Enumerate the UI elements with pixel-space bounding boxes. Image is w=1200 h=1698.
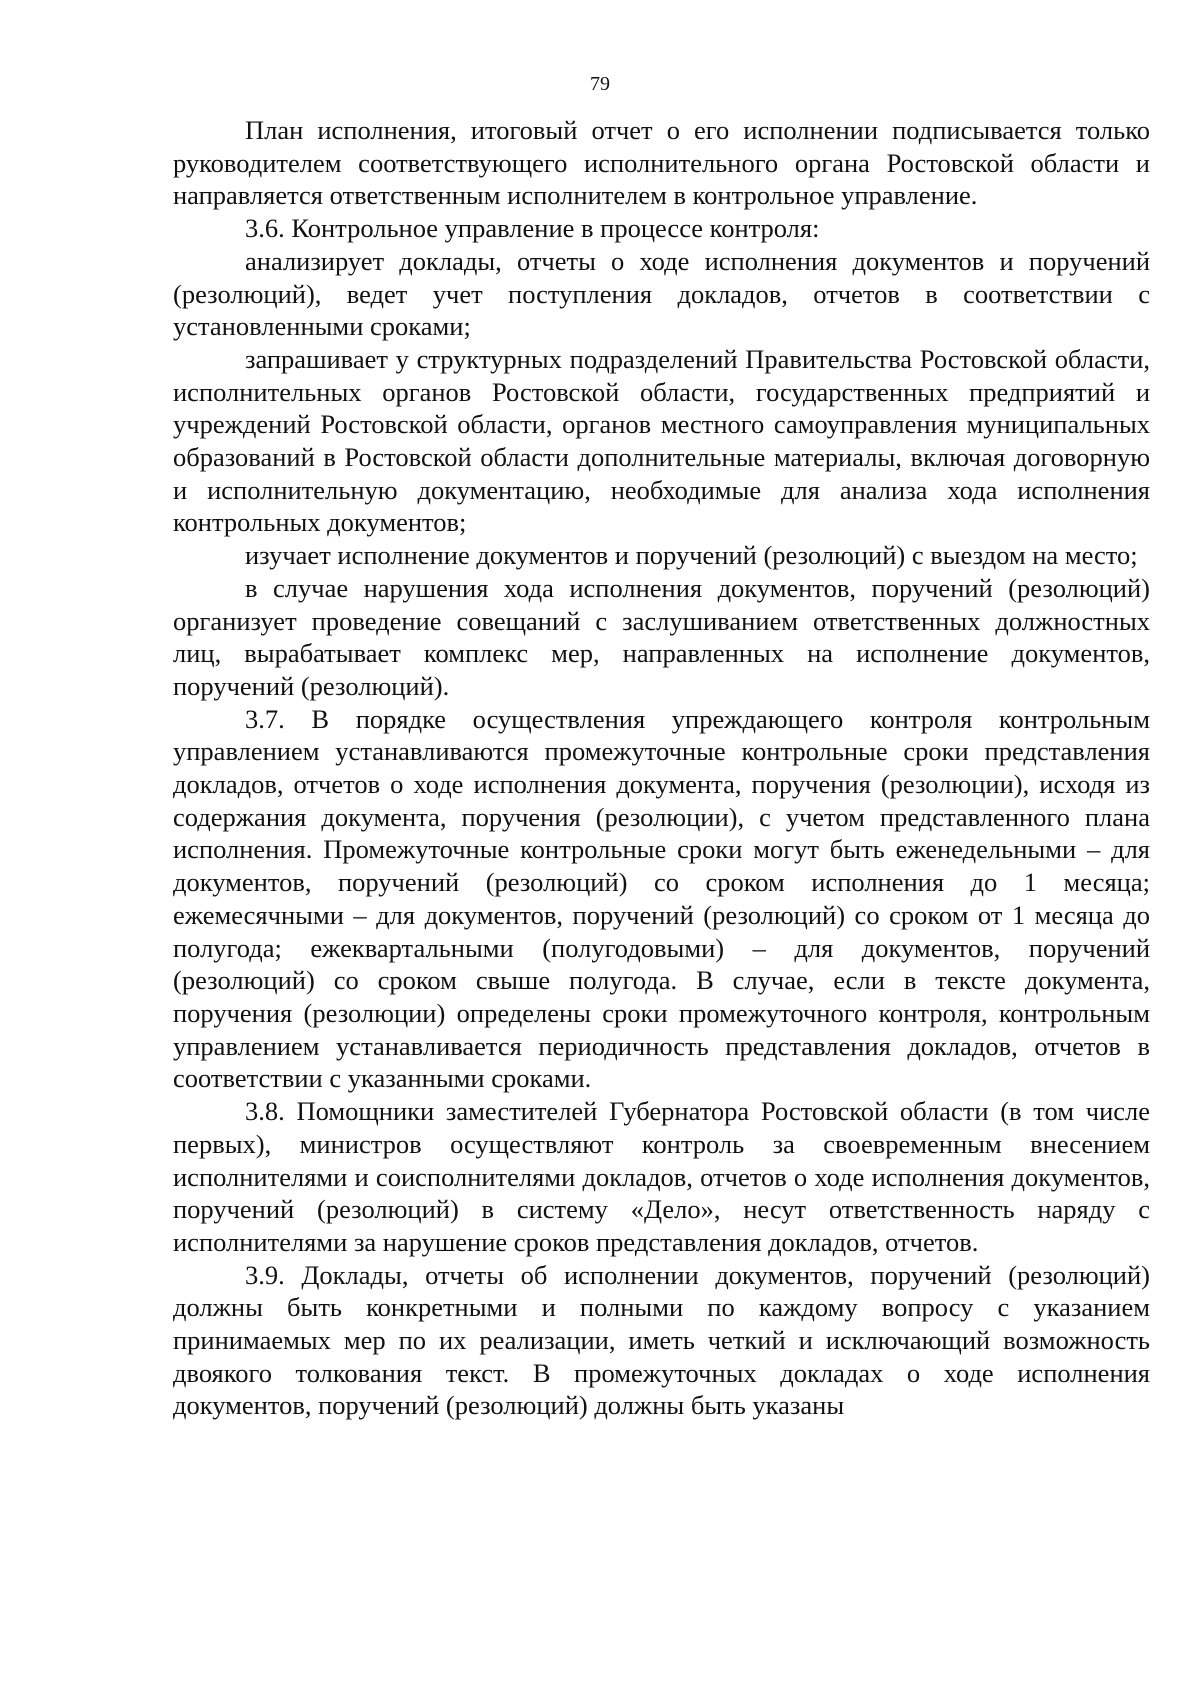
page-number: 79 [590,73,610,95]
paragraph: в случае нарушения хода исполнения документов, поручений (резолюций) организует проведение совещаний с заслушиванием ответственных должностных лиц, вырабатывает комплекс мер, направленных на исполнение документов, поручений (резолюций). [173,572,1150,701]
paragraph-3-8: 3.8. Помощники заместителей Губернатора Ростовской области (в том числе первых), министров осуществляют контроль за своевременным внесением исполнителями и соисполнителями докладов, отчетов о ходе исполнения документов, поручений (резолюций) в систему «Дело», несут ответственность наряду с исполнителями за нарушение сроков представления докладов, отчетов. [173,1096,1150,1257]
paragraph: План исполнения, итоговый отчет о его исполнении подписывается только руководителем соответствующего исполнительного органа Ростовской области и направляется ответственным исполнителем в контрольное управление. [173,115,1150,211]
paragraph-3-7: 3.7. В порядке осуществления упреждающего контроля контрольным управлением устанавливаются промежуточные контрольные сроки представления докладов, отчетов о ходе исполнения документа, поручения (резолюции), исходя из содержания документа, поручения (резолюции), с учетом представленного плана исполнения. Промежуточные контрольные сроки могут быть еженедельными – для документов, поручений (резолюций) со сроком исполнения до 1 месяца; ежемесячными – для документов, поручений (резолюций) со сроком от 1 месяца до полугода; ежеквартальными (полугодовыми) – для документов, поручений (резолюций) со сроком свыше полугода. В случае, если в тексте документа, поручения (резолюции) определены сроки промежуточного контроля, контрольным управлением устанавливается периодичность представления докладов, отчетов в соответствии с указанными сроками. [173,703,1150,1094]
section-heading-3-6: 3.6. Контрольное управление в процессе контроля: [245,213,820,244]
paragraph: изучает исполнение документов и поручений (резолюций) с выездом на место; [245,540,1138,571]
paragraph: анализирует доклады, отчеты о ходе исполнения документов и поручений (резолюций), ведет учет поступления докладов, отчетов в соответствии с установленными сроками; [173,245,1150,342]
paragraph-3-9: 3.9. Доклады, отчеты об исполнении документов, поручений (резолюций) должны быть конкретными и полными по каждому вопросу с указанием принимаемых мер по их реализации, иметь четкий и исключающий возможность двоякого толкования текст. В промежуточных докладах о ходе исполнения документов, поручений (резолюций) должны быть указаны [173,1259,1150,1421]
paragraph: запрашивает у структурных подразделений Правительства Ростовской области, исполнительных органов Ростовской области, государственных предприятий и учреждений Ростовской области, органов местного самоуправления муниципальных образований в Ростовской области дополнительные материалы, включая договорную и исполнительную документацию, необходимые для анализа хода исполнения контрольных документов; [173,343,1150,538]
document-body [173,114,1150,1422]
